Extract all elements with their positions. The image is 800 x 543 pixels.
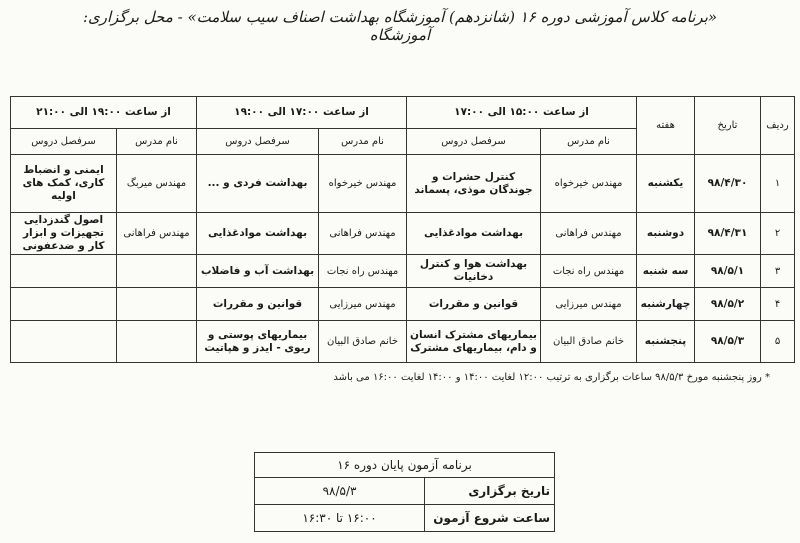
topic-cell: بیماریهای مشترک انسان و دام، بیماریهای مشترک — [407, 321, 541, 363]
teacher-cell: مهندس راه نجات — [319, 255, 407, 288]
exam-table — [254, 452, 555, 532]
topic-cell: اصول گندزدایی تجهیزات و ابزار کار و ضدعفونی — [11, 213, 117, 255]
table-row — [11, 213, 795, 255]
schedule-table — [10, 96, 795, 363]
header-row-no: ردیف — [761, 97, 795, 155]
topic-cell: قوانین و مقررات — [197, 288, 319, 321]
row-date: ۹۸/۵/۲ — [695, 288, 761, 321]
header-topics: سرفصل دروس — [11, 129, 117, 155]
row-number: ۵ — [761, 321, 795, 363]
teacher-cell: خانم صادق البیان — [319, 321, 407, 363]
row-weekday: دوشنبه — [637, 213, 695, 255]
teacher-cell: مهندس خیرخواه — [319, 155, 407, 213]
teacher-cell: مهندس میربگ — [117, 155, 197, 213]
header-topics: سرفصل دروس — [407, 129, 541, 155]
topic-cell: بهداشت موادغذایی — [197, 213, 319, 255]
table-row — [11, 288, 795, 321]
topic-cell: بیماریهای پوستی و ریوی - ایدز و هپاتیت — [197, 321, 319, 363]
teacher-cell: مهندس فراهانی — [541, 213, 637, 255]
row-weekday: سه شنبه — [637, 255, 695, 288]
topic-cell — [11, 255, 117, 288]
topic-cell: بهداشت موادغذایی — [407, 213, 541, 255]
teacher-cell: خانم صادق البیان — [541, 321, 637, 363]
header-date: تاریخ — [695, 97, 761, 155]
header-teacher: نام مدرس — [319, 129, 407, 155]
row-date: ۹۸/۵/۳ — [695, 321, 761, 363]
teacher-cell: مهندس خیرخواه — [541, 155, 637, 213]
teacher-cell: مهندس فراهانی — [319, 213, 407, 255]
row-weekday: یکشنبه — [637, 155, 695, 213]
row-weekday: چهارشنبه — [637, 288, 695, 321]
exam-title: برنامه آزمون پایان دوره ۱۶ — [255, 453, 555, 478]
header-weekday: هفته — [637, 97, 695, 155]
row-date: ۹۸/۴/۳۰ — [695, 155, 761, 213]
teacher-cell: مهندس فراهانی — [117, 213, 197, 255]
table-row — [11, 155, 795, 213]
row-date: ۹۸/۵/۱ — [695, 255, 761, 288]
header-slot-2: از ساعت ۱۷:۰۰ الی ۱۹:۰۰ — [197, 97, 407, 129]
exam-time-value: ۱۶:۰۰ تا ۱۶:۳۰ — [255, 504, 425, 531]
teacher-cell: مهندس میرزایی — [319, 288, 407, 321]
row-date: ۹۸/۴/۳۱ — [695, 213, 761, 255]
row-number: ۲ — [761, 213, 795, 255]
teacher-cell — [117, 255, 197, 288]
header-topics: سرفصل دروس — [197, 129, 319, 155]
schedule-note: * روز پنجشنبه مورخ ۹۸/۵/۳ ساعات برگزاری به ترتیب ۱۲:۰۰ لغایت ۱۴:۰۰ و ۱۴:۰۰ لغایت ۱۶:۰۰ می باشد — [333, 372, 770, 383]
table-row — [11, 321, 795, 363]
topic-cell — [11, 321, 117, 363]
row-number: ۳ — [761, 255, 795, 288]
teacher-cell — [117, 288, 197, 321]
teacher-cell — [117, 321, 197, 363]
table-row — [11, 255, 795, 288]
exam-time-label: ساعت شروع آزمون — [425, 504, 555, 531]
topic-cell: بهداشت فردی و ... — [197, 155, 319, 213]
topic-cell: ایمنی و انضباط کاری، کمک های اولیه — [11, 155, 117, 213]
row-number: ۴ — [761, 288, 795, 321]
topic-cell: بهداشت آب و فاضلاب — [197, 255, 319, 288]
topic-cell: کنترل حشرات و جوندگان موذی، پسماند — [407, 155, 541, 213]
header-slot-1: از ساعت ۱۵:۰۰ الی ۱۷:۰۰ — [407, 97, 637, 129]
topic-cell: قوانین و مقررات — [407, 288, 541, 321]
row-weekday: پنجشنبه — [637, 321, 695, 363]
topic-cell — [11, 288, 117, 321]
topic-cell: بهداشت هوا و کنترل دخانیات — [407, 255, 541, 288]
exam-date-value: ۹۸/۵/۳ — [255, 477, 425, 504]
row-number: ۱ — [761, 155, 795, 213]
document-title: «برنامه کلاس آموزشی دوره ۱۶ (شانزدهم) آموزشگاه بهداشت اصناف سیب سلامت» - محل برگزاری: آموزشگاه — [82, 8, 718, 44]
header-slot-3: از ساعت ۱۹:۰۰ الی ۲۱:۰۰ — [11, 97, 197, 129]
teacher-cell: مهندس راه نجات — [541, 255, 637, 288]
teacher-cell: مهندس میرزایی — [541, 288, 637, 321]
header-teacher: نام مدرس — [541, 129, 637, 155]
header-teacher: نام مدرس — [117, 129, 197, 155]
exam-date-label: تاریخ برگزاری — [425, 477, 555, 504]
